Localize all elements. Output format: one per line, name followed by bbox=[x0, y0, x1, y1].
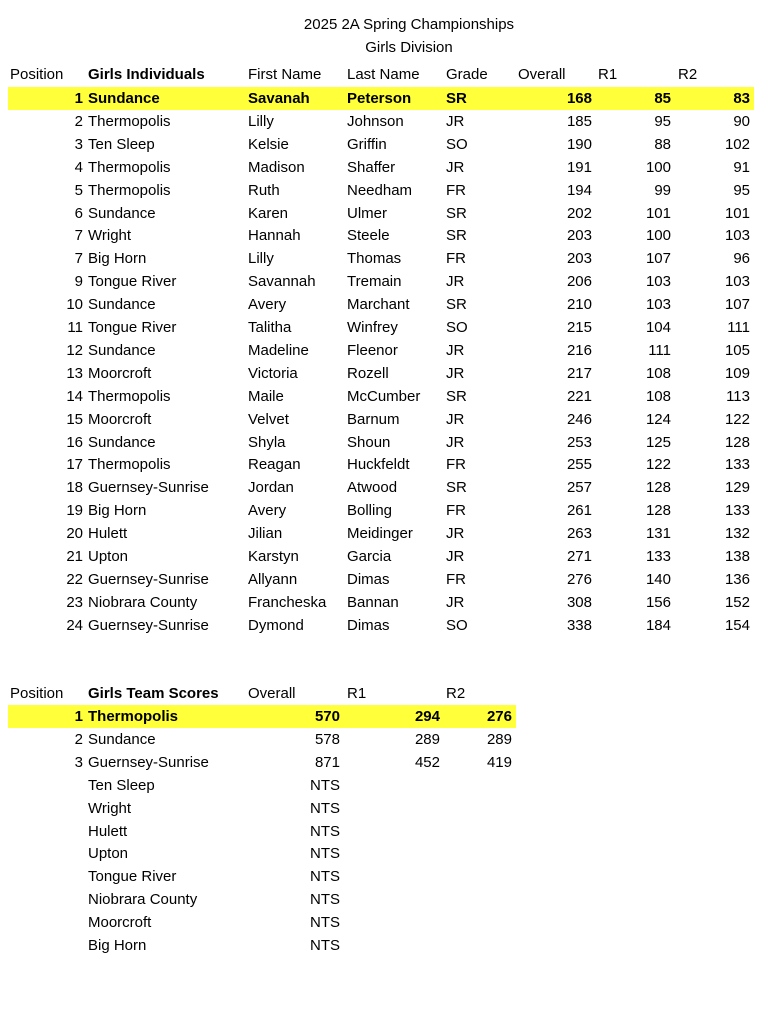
cell-school: Guernsey-Sunrise bbox=[88, 479, 209, 497]
cell-overall: 261 bbox=[566, 502, 592, 520]
cell-pos: 6 bbox=[74, 204, 83, 222]
cell-overall: NTS bbox=[310, 868, 340, 886]
cell-pos: 13 bbox=[66, 364, 83, 382]
cell-school: Thermopolis bbox=[88, 456, 171, 474]
cell-pos: 21 bbox=[66, 548, 83, 565]
cell-overall: 871 bbox=[314, 753, 340, 771]
cell-overall: NTS bbox=[310, 891, 340, 909]
cell-school: Sundance bbox=[88, 296, 156, 314]
cell-r2: 136 bbox=[724, 570, 750, 588]
cell-first: Lilly bbox=[248, 112, 274, 130]
cell-school: Upton bbox=[88, 548, 129, 565]
cell-r1: 111 bbox=[648, 341, 671, 359]
cell-last: Rozell bbox=[347, 364, 389, 382]
cell-last: Barnum bbox=[347, 410, 400, 428]
cell-grade: SO bbox=[446, 616, 468, 634]
cell-grade: SO bbox=[446, 135, 468, 153]
cell-first: Allyann bbox=[248, 570, 298, 588]
cell-r1: 294 bbox=[414, 708, 440, 725]
cell-r2: 132 bbox=[724, 525, 750, 543]
cell-overall: 203 bbox=[566, 250, 592, 268]
table-row bbox=[8, 568, 754, 591]
page-title: 2025 2A Spring Championships bbox=[303, 16, 515, 33]
cell-r1: 100 bbox=[645, 227, 671, 245]
cell-school: Sundance bbox=[88, 433, 156, 451]
cell-r1: 133 bbox=[645, 548, 671, 565]
cell-first: Avery bbox=[248, 502, 287, 520]
cell-school: Big Horn bbox=[88, 937, 147, 954]
cell-school: Upton bbox=[88, 845, 129, 863]
cell-last: Shoun bbox=[347, 433, 391, 451]
cell-r1: 99 bbox=[654, 181, 671, 199]
cell-grade: JR bbox=[446, 364, 465, 382]
table-row bbox=[8, 888, 516, 911]
cell-r1: 156 bbox=[645, 593, 671, 611]
cell-overall: 191 bbox=[566, 158, 592, 176]
cell-last: Tremain bbox=[347, 273, 402, 291]
header-last-name: Last Name bbox=[347, 66, 420, 83]
header-position: Position bbox=[10, 685, 64, 702]
table-row bbox=[8, 453, 754, 476]
table-row bbox=[8, 774, 516, 797]
cell-overall: 276 bbox=[566, 570, 592, 588]
cell-grade: JR bbox=[446, 112, 465, 130]
table-row bbox=[8, 133, 754, 156]
table-row bbox=[8, 522, 754, 545]
cell-pos: 22 bbox=[66, 570, 83, 588]
cell-r2: 122 bbox=[724, 410, 750, 428]
table-row bbox=[8, 270, 754, 293]
cell-overall: 210 bbox=[566, 296, 592, 314]
cell-first: Victoria bbox=[248, 364, 298, 382]
cell-r1: 108 bbox=[645, 387, 671, 405]
table-row bbox=[8, 408, 754, 431]
cell-r1: 131 bbox=[645, 525, 671, 543]
team-header-row bbox=[8, 682, 516, 705]
cell-school: Sundance bbox=[88, 90, 160, 107]
cell-first: Talitha bbox=[248, 319, 292, 336]
cell-school: Tongue River bbox=[88, 319, 177, 336]
table-row bbox=[8, 797, 516, 820]
cell-r2: 276 bbox=[486, 708, 512, 725]
cell-grade: SR bbox=[446, 296, 467, 314]
cell-first: Savanah bbox=[248, 90, 310, 107]
table-row bbox=[8, 842, 516, 865]
cell-r1: 108 bbox=[645, 364, 671, 382]
cell-school: Thermopolis bbox=[88, 708, 179, 725]
cell-school: Sundance bbox=[88, 341, 156, 359]
individuals-header-row bbox=[8, 63, 754, 86]
cell-grade: FR bbox=[446, 250, 466, 268]
cell-pos: 18 bbox=[66, 479, 83, 497]
cell-grade: SR bbox=[446, 387, 467, 405]
cell-school: Thermopolis bbox=[88, 387, 171, 405]
cell-pos: 15 bbox=[66, 410, 83, 428]
cell-school: Big Horn bbox=[88, 502, 147, 520]
cell-overall: 206 bbox=[566, 273, 592, 291]
cell-grade: JR bbox=[446, 433, 465, 451]
cell-school: Hulett bbox=[88, 525, 128, 543]
cell-grade: SR bbox=[446, 90, 467, 107]
cell-school: Moorcroft bbox=[88, 914, 152, 932]
header-r1: R1 bbox=[347, 685, 367, 702]
cell-r1: 95 bbox=[654, 112, 671, 130]
cell-overall: 308 bbox=[566, 593, 592, 611]
header-girls-individuals: Girls Individuals bbox=[88, 66, 205, 83]
cell-r2: 83 bbox=[733, 90, 750, 107]
cell-pos: 1 bbox=[74, 708, 83, 725]
cell-overall: 168 bbox=[566, 90, 592, 107]
header-r2: R2 bbox=[446, 685, 466, 702]
cell-r2: 138 bbox=[724, 548, 750, 565]
cell-first: Francheska bbox=[248, 593, 327, 611]
table-row bbox=[8, 614, 754, 637]
cell-pos: 7 bbox=[74, 250, 83, 268]
cell-last: McCumber bbox=[347, 387, 421, 405]
cell-school: Ten Sleep bbox=[88, 776, 155, 794]
cell-first: Karstyn bbox=[248, 548, 299, 565]
cell-last: Marchant bbox=[347, 296, 410, 314]
cell-grade: SR bbox=[446, 227, 467, 245]
cell-r2: 95 bbox=[733, 181, 750, 199]
header-first-name: First Name bbox=[248, 66, 322, 83]
cell-pos: 10 bbox=[66, 296, 83, 314]
cell-pos: 2 bbox=[74, 112, 83, 130]
cell-last: Dimas bbox=[347, 570, 390, 588]
cell-overall: 217 bbox=[566, 364, 592, 382]
cell-last: Bolling bbox=[347, 502, 393, 520]
cell-r2: 133 bbox=[724, 502, 750, 520]
cell-pos: 3 bbox=[74, 135, 83, 153]
cell-school: Tongue River bbox=[88, 868, 177, 886]
cell-first: Maile bbox=[248, 387, 284, 405]
cell-r2: 103 bbox=[724, 273, 750, 291]
cell-overall: NTS bbox=[310, 822, 340, 840]
cell-overall: 215 bbox=[566, 319, 592, 336]
cell-grade: FR bbox=[446, 456, 466, 474]
header-position: Position bbox=[10, 66, 64, 83]
cell-overall: 203 bbox=[566, 227, 592, 245]
cell-first: Kelsie bbox=[248, 135, 289, 153]
cell-grade: JR bbox=[446, 525, 465, 543]
table-row bbox=[8, 362, 754, 385]
table-row bbox=[8, 911, 516, 934]
table-row bbox=[8, 179, 754, 202]
cell-r1: 103 bbox=[645, 273, 671, 291]
title-block bbox=[0, 13, 768, 59]
table-row bbox=[8, 293, 754, 316]
cell-overall: 216 bbox=[566, 341, 592, 359]
cell-r1: 122 bbox=[645, 456, 671, 474]
cell-r2: 101 bbox=[724, 204, 750, 222]
table-row bbox=[8, 476, 754, 499]
cell-last: Winfrey bbox=[347, 319, 398, 336]
page-subtitle: Girls Division bbox=[365, 39, 453, 56]
cell-r2: 96 bbox=[733, 250, 750, 268]
table-row bbox=[8, 202, 754, 225]
cell-overall: NTS bbox=[310, 845, 340, 863]
cell-first: Hannah bbox=[248, 227, 301, 245]
cell-last: Garcia bbox=[347, 548, 392, 565]
cell-r1: 100 bbox=[645, 158, 671, 176]
cell-grade: SO bbox=[446, 319, 468, 336]
cell-r1: 88 bbox=[654, 135, 671, 153]
cell-grade: FR bbox=[446, 570, 466, 588]
cell-overall: 578 bbox=[314, 730, 340, 748]
cell-r2: 103 bbox=[724, 227, 750, 245]
cell-last: Bannan bbox=[347, 593, 399, 611]
table-row bbox=[8, 87, 754, 110]
cell-last: Thomas bbox=[347, 250, 402, 268]
table-row bbox=[8, 591, 754, 614]
cell-school: Guernsey-Sunrise bbox=[88, 753, 209, 771]
cell-pos: 12 bbox=[66, 341, 83, 359]
cell-last: Ulmer bbox=[347, 204, 387, 222]
cell-pos: 23 bbox=[66, 593, 83, 611]
header-girls-team-scores: Girls Team Scores bbox=[88, 685, 219, 702]
cell-last: Needham bbox=[347, 181, 413, 199]
cell-pos: 4 bbox=[74, 158, 83, 176]
cell-school: Niobrara County bbox=[88, 891, 198, 909]
cell-grade: JR bbox=[446, 158, 465, 176]
cell-first: Velvet bbox=[248, 410, 289, 428]
cell-r2: 107 bbox=[724, 296, 750, 314]
cell-r1: 289 bbox=[414, 730, 440, 748]
cell-grade: FR bbox=[446, 181, 466, 199]
cell-last: Huckfeldt bbox=[347, 456, 410, 474]
cell-first: Reagan bbox=[248, 456, 301, 474]
cell-first: Karen bbox=[248, 204, 289, 222]
cell-r2: 129 bbox=[724, 479, 750, 497]
cell-school: Guernsey-Sunrise bbox=[88, 616, 209, 634]
cell-r1: 85 bbox=[654, 90, 671, 107]
cell-r2: 289 bbox=[486, 730, 512, 748]
table-row bbox=[8, 820, 516, 843]
table-row bbox=[8, 339, 754, 362]
cell-overall: 185 bbox=[566, 112, 592, 130]
header-r2: R2 bbox=[678, 66, 698, 83]
cell-r1: 452 bbox=[414, 753, 440, 771]
cell-grade: JR bbox=[446, 341, 465, 359]
cell-pos: 16 bbox=[66, 433, 83, 451]
cell-last: Dimas bbox=[347, 616, 390, 634]
cell-pos: 14 bbox=[66, 387, 83, 405]
cell-overall: 253 bbox=[566, 433, 592, 451]
cell-grade: JR bbox=[446, 548, 465, 565]
table-row bbox=[8, 865, 516, 888]
cell-pos: 1 bbox=[74, 90, 83, 107]
cell-overall: 255 bbox=[566, 456, 592, 474]
cell-first: Savannah bbox=[248, 273, 316, 291]
cell-r1: 101 bbox=[645, 204, 671, 222]
cell-grade: SR bbox=[446, 204, 467, 222]
cell-first: Madison bbox=[248, 158, 305, 176]
cell-overall: NTS bbox=[310, 937, 340, 954]
cell-school: Thermopolis bbox=[88, 112, 171, 130]
cell-pos: 20 bbox=[66, 525, 83, 543]
table-row bbox=[8, 751, 516, 774]
cell-first: Jilian bbox=[248, 525, 283, 543]
cell-last: Steele bbox=[347, 227, 390, 245]
cell-grade: JR bbox=[446, 593, 465, 611]
cell-pos: 11 bbox=[67, 319, 83, 336]
cell-r1: 107 bbox=[645, 250, 671, 268]
cell-overall: 194 bbox=[566, 181, 592, 199]
cell-r1: 103 bbox=[645, 296, 671, 314]
cell-overall: 246 bbox=[566, 410, 592, 428]
cell-school: Wright bbox=[88, 227, 132, 245]
cell-grade: JR bbox=[446, 273, 465, 291]
cell-r2: 105 bbox=[724, 341, 750, 359]
cell-first: Madeline bbox=[248, 341, 309, 359]
cell-pos: 19 bbox=[66, 502, 83, 520]
cell-r2: 91 bbox=[733, 158, 750, 176]
cell-r2: 111 bbox=[727, 319, 750, 336]
cell-pos: 5 bbox=[74, 181, 83, 199]
table-row bbox=[8, 545, 754, 568]
cell-r2: 109 bbox=[724, 364, 750, 382]
cell-school: Ten Sleep bbox=[88, 135, 155, 153]
table-row bbox=[8, 385, 754, 408]
cell-last: Atwood bbox=[347, 479, 398, 497]
cell-pos: 3 bbox=[74, 753, 83, 771]
cell-school: Sundance bbox=[88, 204, 156, 222]
header-r1: R1 bbox=[598, 66, 618, 83]
cell-r1: 184 bbox=[645, 616, 671, 634]
table-row bbox=[8, 247, 754, 270]
cell-pos: 7 bbox=[74, 227, 83, 245]
cell-school: Hulett bbox=[88, 822, 128, 840]
cell-first: Shyla bbox=[248, 433, 286, 451]
cell-last: Shaffer bbox=[347, 158, 396, 176]
cell-last: Griffin bbox=[347, 135, 387, 153]
table-row bbox=[8, 705, 516, 728]
table-row bbox=[8, 316, 754, 339]
table-row bbox=[8, 728, 516, 751]
cell-school: Niobrara County bbox=[88, 593, 198, 611]
cell-overall: 570 bbox=[314, 708, 340, 725]
cell-overall: NTS bbox=[310, 776, 340, 794]
cell-r1: 104 bbox=[645, 319, 671, 336]
cell-r2: 128 bbox=[724, 433, 750, 451]
cell-r2: 419 bbox=[486, 753, 512, 771]
cell-school: Wright bbox=[88, 799, 132, 817]
cell-overall: 221 bbox=[566, 387, 592, 405]
cell-pos: 24 bbox=[66, 616, 83, 634]
cell-school: Tongue River bbox=[88, 273, 177, 291]
cell-grade: FR bbox=[446, 502, 466, 520]
cell-pos: 9 bbox=[74, 273, 83, 291]
cell-r2: 113 bbox=[726, 387, 750, 405]
cell-r1: 128 bbox=[645, 479, 671, 497]
cell-r2: 90 bbox=[733, 112, 750, 130]
cell-overall: NTS bbox=[310, 914, 340, 932]
cell-last: Peterson bbox=[347, 90, 412, 107]
table-row bbox=[8, 156, 754, 179]
cell-r1: 124 bbox=[645, 410, 671, 428]
cell-first: Ruth bbox=[248, 181, 280, 199]
cell-pos: 2 bbox=[74, 730, 83, 748]
table-row bbox=[8, 499, 754, 522]
cell-last: Meidinger bbox=[347, 525, 413, 543]
cell-school: Thermopolis bbox=[88, 181, 171, 199]
cell-last: Johnson bbox=[347, 112, 404, 130]
cell-overall: 257 bbox=[566, 479, 592, 497]
header-overall: Overall bbox=[248, 685, 296, 702]
table-row bbox=[8, 934, 516, 957]
cell-last: Fleenor bbox=[347, 341, 398, 359]
cell-r1: 125 bbox=[645, 433, 671, 451]
cell-r1: 140 bbox=[645, 570, 671, 588]
table-row bbox=[8, 224, 754, 247]
cell-r2: 102 bbox=[724, 135, 750, 153]
table-row bbox=[8, 431, 754, 454]
cell-school: Moorcroft bbox=[88, 410, 152, 428]
cell-first: Jordan bbox=[248, 479, 294, 497]
cell-overall: 338 bbox=[566, 616, 592, 634]
cell-grade: JR bbox=[446, 410, 465, 428]
cell-school: Big Horn bbox=[88, 250, 147, 268]
cell-r2: 133 bbox=[724, 456, 750, 474]
header-overall: Overall bbox=[518, 66, 566, 83]
cell-school: Sundance bbox=[88, 730, 156, 748]
cell-overall: 263 bbox=[566, 525, 592, 543]
cell-overall: 202 bbox=[566, 204, 592, 222]
cell-first: Dymond bbox=[248, 616, 304, 634]
header-grade: Grade bbox=[446, 66, 488, 83]
cell-first: Avery bbox=[248, 296, 287, 314]
cell-overall: 271 bbox=[566, 548, 592, 565]
cell-school: Moorcroft bbox=[88, 364, 152, 382]
cell-pos: 17 bbox=[66, 456, 83, 474]
cell-first: Lilly bbox=[248, 250, 274, 268]
cell-school: Guernsey-Sunrise bbox=[88, 570, 209, 588]
cell-r1: 128 bbox=[645, 502, 671, 520]
cell-school: Thermopolis bbox=[88, 158, 171, 176]
cell-overall: 190 bbox=[566, 135, 592, 153]
cell-grade: SR bbox=[446, 479, 467, 497]
cell-r2: 154 bbox=[724, 616, 750, 634]
table-row bbox=[8, 110, 754, 133]
cell-r2: 152 bbox=[724, 593, 750, 611]
cell-overall: NTS bbox=[310, 799, 340, 817]
